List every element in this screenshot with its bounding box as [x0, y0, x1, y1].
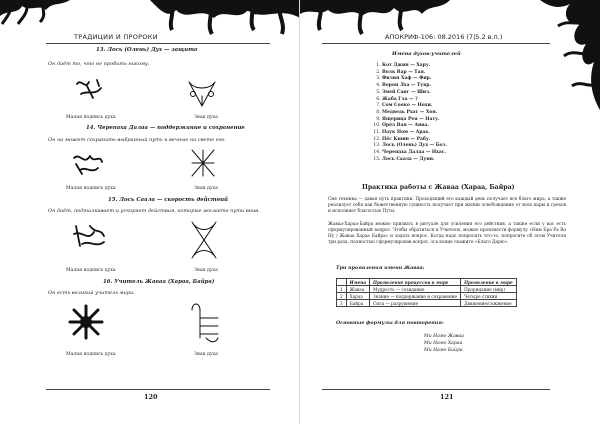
sign-15-icon	[186, 218, 222, 264]
caption-seal-14: Малая подпись духа	[66, 186, 116, 191]
list-item: 5. Змей Санг — Шиз.	[382, 90, 447, 97]
formula-3: Ми Намо Байра	[424, 348, 463, 353]
seal-15-icon	[70, 220, 108, 252]
section-text-14: Он на может сохранить выбранный путь и вечные на свете его.	[48, 137, 226, 143]
triad-table	[336, 278, 517, 307]
list-item: 6. Жаба Гла — ?	[382, 97, 447, 104]
sign-14-icon	[186, 146, 220, 180]
list-item: 12. Пёс Кшин — Рабу.	[382, 137, 447, 144]
caption-seal-16: Малая подпись духа	[66, 352, 116, 357]
list-item: 10. Орёл Вая — Анва.	[382, 123, 447, 130]
caption-sign-15: Знак духа	[194, 268, 218, 273]
table-header: Проявление в мире	[461, 279, 517, 286]
list-item: 9. Ящерица Рея — Нату.	[382, 117, 447, 124]
right-header-rule	[322, 43, 550, 44]
table-row: 2 Хараа Знание — поддержание и сохранение Четыре стихии	[337, 293, 517, 300]
caption-seal-15: Малая подпись духа	[66, 268, 116, 273]
right-page-number: 121	[440, 393, 454, 401]
list-item: 7. Сом Сооко — Нохи.	[382, 103, 447, 110]
triad-title: Три проявления имени Жаваа:	[336, 265, 425, 271]
right-running-header: АПОКРИФ-106: 08.2016 (7|5.2 в.п.)	[385, 33, 503, 41]
practice-paragraph-1: Сия техника — давая путь практики. Проходящий его каждый день получает все благо мира, а также реализует себя как божественную сущность получает при жизни освобождение от всех карм и грехов и исполняет благостью Пути.	[328, 197, 566, 215]
right-footer-rule	[322, 389, 550, 390]
formula-2: Ми Намо Хараа	[424, 341, 463, 346]
caption-seal-13: Малая подпись духа	[66, 115, 116, 120]
list-item: 11. Паук Ном — Арах.	[382, 130, 447, 137]
list-item: 1. Кот Джин — Хару.	[382, 63, 447, 70]
list-item: 13. Лось (Олень) Дух — Боз.	[382, 143, 447, 150]
sign-13-icon	[185, 76, 219, 110]
section-title-16: 16. Учитель Жаваа (Хараа, Байра)	[103, 279, 215, 285]
list-item: 3. Филин Хаф — Фир.	[382, 76, 447, 83]
formula-1: Ми Намо Жаваа	[424, 334, 464, 339]
names-list-title: Имена духов-учителей	[392, 51, 461, 57]
table-header-row	[337, 279, 517, 286]
list-item: 15. Лось Саала — Дунн.	[382, 157, 447, 164]
table-header: Проявление процессов в мире	[370, 279, 461, 286]
practice-paragraph-2: Жаваа-Хараа-Байра можно призвать в ритуале для усиления его действия, а также если у вас есть сформулированный вопрос. Чтобы обратиться к Учителю, можно произнести формулу «Ням Бра Ра Ва Ну / Жаваа Хараа Байра» и задать вопрос. Когда надо попросить что-то, попросите об этом Учителя три раза, полностью сформулировав вопрос, и в конце скажите «Благо Дарю».	[328, 222, 566, 246]
list-item: 4. Ворон Лха — Тувр.	[382, 83, 447, 90]
table-row: 1 Жаваа Мудрость — созидание Прорицание (мир)	[337, 286, 517, 293]
caption-sign-13: Знак духа	[194, 115, 218, 120]
section-text-15: Он даёт, подталкивает и ускоряет действия, которые желаете пути внив.	[48, 208, 260, 214]
formulas-title: Основные формулы для повторения:	[336, 320, 444, 326]
table-header: Имена	[346, 279, 369, 286]
section-title-15: 15. Лось Саала — скорость действий	[108, 197, 228, 203]
section-title-14: 14. Черепаха Далаа — поддержание и сохранение	[86, 125, 245, 131]
sign-16-icon	[186, 298, 222, 346]
list-item: 2. Волк Вар — Тая.	[382, 70, 447, 77]
list-item: 8. Медведь Рхат — Хон.	[382, 110, 447, 117]
caption-sign-14: Знак духа	[194, 186, 218, 191]
list-item: 14. Черепаха Далаа — Нхас.	[382, 150, 447, 157]
section-text-16: Он есть великий учитель мира.	[48, 290, 135, 296]
section-title-13: 13. Лось (Олень) Дух — защита	[96, 47, 198, 53]
table-row: 3 Байра Сила — разрушение Движение/сожжение	[337, 300, 517, 307]
names-list	[362, 63, 447, 164]
caption-sign-16: Знак духа	[194, 352, 218, 357]
left-page-number: 120	[144, 393, 158, 401]
seal-13-icon	[73, 76, 105, 104]
seal-14-icon	[70, 148, 106, 178]
left-header-rule	[46, 43, 270, 44]
section-text-13: Он даёт то, что не пробить никому.	[48, 61, 150, 67]
seal-16-icon	[62, 300, 110, 344]
left-running-header: ТРАДИЦИИ И ПРОРОКИ	[74, 33, 158, 41]
left-footer-rule	[46, 389, 270, 390]
practice-title: Практика работы с Жаваа (Хараа, Байра)	[362, 184, 515, 191]
